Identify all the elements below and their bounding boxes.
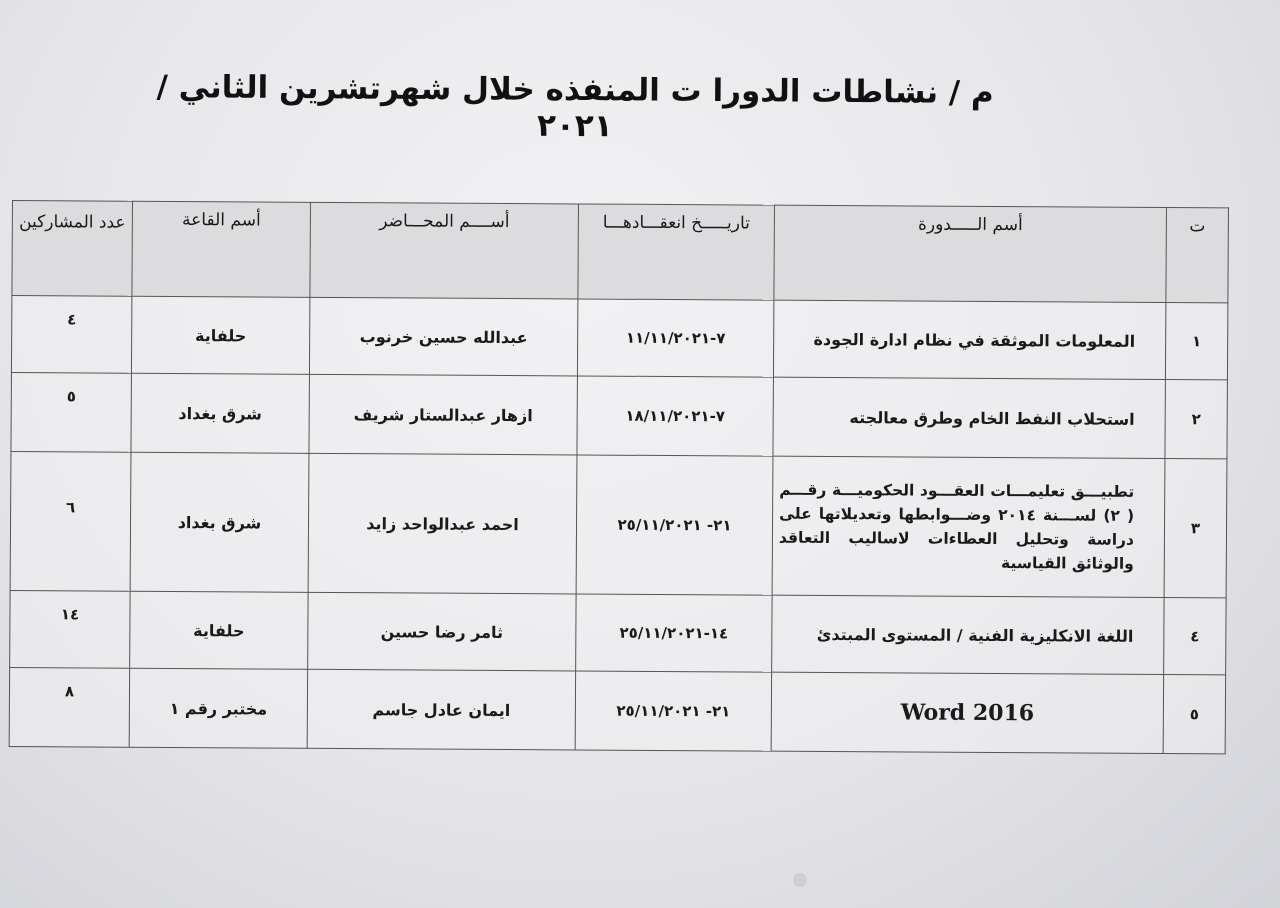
- header-participants: عدد المشاركين: [12, 201, 133, 297]
- row-hall: مختبر رقم ١: [129, 668, 307, 748]
- row-lecturer: عبدالله حسين خرنوب: [309, 297, 577, 376]
- table-row: [10, 590, 1226, 674]
- row-lecturer: ثامر رضا حسين: [308, 592, 576, 671]
- header-hall: أسم القاعة: [132, 201, 311, 297]
- header-lecturer: أســــم المحـــاضر: [310, 202, 579, 299]
- courses-table-wrapper: [9, 200, 1230, 754]
- courses-table: [9, 200, 1229, 754]
- row-lecturer: ازهار عبدالستار شريف: [309, 374, 577, 455]
- row-seq: ٥: [1163, 675, 1225, 754]
- row-course: المعلومات الموثقة في نظام ادارة الجودة: [773, 300, 1165, 379]
- row-participants: ٥: [11, 372, 131, 452]
- row-date: ٧-١١/١١/٢٠٢١: [577, 299, 773, 377]
- row-seq: ٤: [1164, 598, 1226, 675]
- row-hall: حلفاية: [131, 296, 309, 374]
- document-title: م / نشاطات الدورا ت المنفذه خلال شهرتشرين الثاني /٢٠٢١: [156, 69, 994, 145]
- table-row: [10, 451, 1227, 597]
- table-row: [11, 296, 1227, 380]
- table-row: [11, 372, 1227, 458]
- header-seq: ت: [1166, 208, 1229, 303]
- header-date: تاريـــــخ انعقـــادهـــا: [578, 204, 775, 300]
- row-course: اللغة الانكليزية الفنية / المستوى المبتدئ: [772, 595, 1164, 674]
- table-header-row: [12, 201, 1229, 303]
- row-date: ٢١- ٢٥/١١/٢٠٢١: [575, 671, 771, 751]
- row-date: ٧-١٨/١١/٢٠٢١: [577, 376, 773, 456]
- header-course: أسم الـــــدورة: [774, 205, 1167, 302]
- row-lecturer: احمد عبدالواحد زايد: [308, 453, 577, 594]
- row-participants: ٨: [9, 667, 129, 747]
- table-row: [9, 667, 1225, 753]
- row-lecturer: ايمان عادل جاسم: [307, 669, 575, 750]
- paper-mark: [793, 873, 807, 887]
- row-course: تطبيـــق تعليمـــات العقـــود الحكوميـــة رقـــم ( ٢) لســـنة ٢٠١٤ وضـــوابطها وتعديلاتها على دراسة وتحليل العطاءات لاساليب التعاقد والوثائق القياسية: [772, 456, 1165, 597]
- row-date: ١٤-٢٥/١١/٢٠٢١: [576, 594, 772, 672]
- row-seq: ٣: [1164, 459, 1227, 598]
- row-hall: شرق بغداد: [131, 373, 309, 453]
- row-participants: ١٤: [10, 590, 130, 668]
- row-course: استحلاب النفط الخام وطرق معالجته: [773, 377, 1165, 458]
- row-seq: ٢: [1165, 380, 1227, 459]
- row-course: Word 2016: [771, 672, 1163, 753]
- row-date: ٢١- ٢٥/١١/٢٠٢١: [576, 455, 773, 595]
- row-hall: شرق بغداد: [130, 452, 309, 592]
- row-participants: ٦: [10, 451, 131, 591]
- row-seq: ١: [1165, 303, 1227, 380]
- row-participants: ٤: [11, 296, 131, 374]
- row-hall: حلفاية: [130, 591, 308, 669]
